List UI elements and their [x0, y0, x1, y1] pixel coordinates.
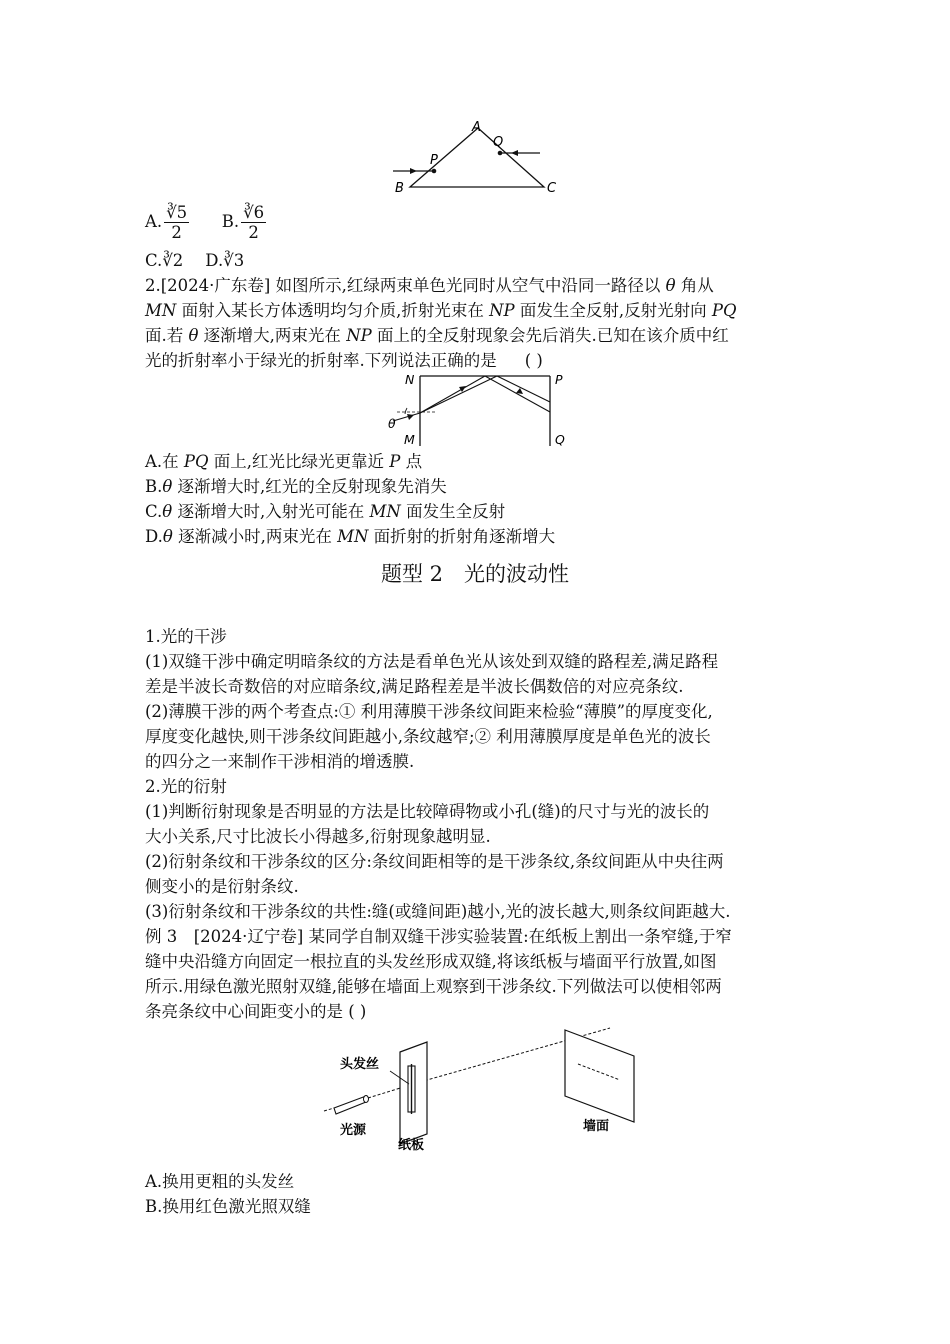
- label-source: 光源: [340, 1123, 367, 1138]
- label-C: C: [547, 181, 557, 196]
- note-line: 的四分之一来制作干涉相消的增透膜.: [145, 752, 415, 771]
- note-line: (2)衍射条纹和干涉条纹的区分:条纹间距相等的是干涉条纹,条纹间距从中央往两: [145, 852, 724, 871]
- q2-option-d: D.θ 逐渐减小时,两束光在 MN 面折射的折射角逐渐增大: [145, 527, 556, 546]
- example-line: 缝中央沿缝方向固定一根拉直的头发丝形成双缝,将该纸板与墙面平行放置,如图: [145, 952, 717, 971]
- q1-options-cd: C.∛2 D.∛3: [145, 251, 245, 270]
- note-line: (1)双缝干涉中确定明暗条纹的方法是看单色光从该处到双缝的路程差,满足路程: [145, 652, 719, 671]
- q2-option-b: B.θ 逐渐增大时,红光的全反射现象先消失: [145, 477, 447, 496]
- answer-paren: ( ): [524, 351, 543, 370]
- label-Q: Q: [493, 135, 504, 150]
- q2-option-c: C.θ 逐渐增大时,入射光可能在 MN 面发生全反射: [145, 502, 506, 521]
- note-line: 1.光的干涉: [145, 627, 227, 646]
- label-P2: P: [555, 372, 563, 387]
- label-wall: 墙面: [583, 1119, 610, 1134]
- label-Q2: Q: [555, 432, 565, 447]
- ex3-option-b: B.换用红色激光照双缝: [145, 1197, 311, 1216]
- q2-line-2: MN 面射入某长方体透明均匀介质,折射光束在 NP 面发生全反射,反射光射向 PQ: [145, 301, 737, 320]
- section-title: 题型 2 光的波动性: [380, 562, 570, 586]
- fraction-a: $\frac{∛5}{2}$: [166, 203, 188, 242]
- q2-line-3: 面.若 θ 逐渐增大,两束光在 NP 面上的全反射现象会先后消失.已知在该介质中红: [145, 326, 729, 345]
- note-line: 侧变小的是衍射条纹.: [145, 877, 299, 896]
- q2-line-4: 光的折射率小于绿光的折射率.下列说法正确的是 ( ): [145, 351, 543, 370]
- note-line: (1)判断衍射现象是否明显的方法是比较障碍物或小孔(缝)的尺寸与光的波长的: [145, 802, 710, 821]
- label-M: M: [404, 432, 415, 447]
- note-line: (2)薄膜干涉的两个考查点:① 利用薄膜干涉条纹间距来检验“薄膜”的厚度变化,: [145, 702, 713, 721]
- label-A: A: [472, 120, 481, 135]
- fraction-b: $\frac{∛6}{2}$: [243, 203, 265, 242]
- q1-options-ab: A. $\frac{∛5}{2}$ B. $\frac{∛6}{2}$: [145, 203, 265, 242]
- label-hair: 头发丝: [340, 1057, 380, 1072]
- prism-figure: [385, 372, 575, 450]
- label-P: P: [430, 153, 438, 168]
- example-line: 所示.用绿色激光照射双缝,能够在墙面上观察到干涉条纹.下列做法可以使相邻两: [145, 977, 722, 996]
- label-N: N: [405, 372, 415, 387]
- note-line: 大小关系,尺寸比波长小得越多,衍射现象越明显.: [145, 827, 491, 846]
- label-board: 纸板: [398, 1138, 425, 1153]
- q2-line-1: 2.[2024·广东卷] 如图所示,红绿两束单色光同时从空气中沿同一路径以 θ 角从: [145, 276, 714, 295]
- q2-option-a: A.在 PQ 面上,红光比绿光更靠近 P 点: [145, 452, 423, 471]
- note-line: 差是半波长奇数倍的对应暗条纹,满足路程差是半波长偶数倍的对应亮条纹.: [145, 677, 684, 696]
- example-line: 例 3 [2024·辽宁卷] 某同学自制双缝干涉实验装置:在纸板上割出一条窄缝,于窄: [145, 927, 732, 946]
- double-slit-figure: [320, 1022, 650, 1154]
- example-line: 条亮条纹中心间距变小的是 ( ): [145, 1002, 367, 1021]
- note-line: 2.光的衍射: [145, 777, 227, 796]
- note-line: 厚度变化越快,则干涉条纹间距越小,条纹越窄;② 利用薄膜厚度是单色光的波长: [145, 727, 711, 746]
- label-B: B: [395, 181, 404, 196]
- label-theta: θ: [388, 416, 396, 431]
- note-line: (3)衍射条纹和干涉条纹的共性:缝(或缝间距)越小,光的波长越大,则条纹间距越大.: [145, 902, 731, 921]
- triangle-figure: [390, 118, 560, 200]
- ex3-option-a: A.换用更粗的头发丝: [145, 1172, 295, 1191]
